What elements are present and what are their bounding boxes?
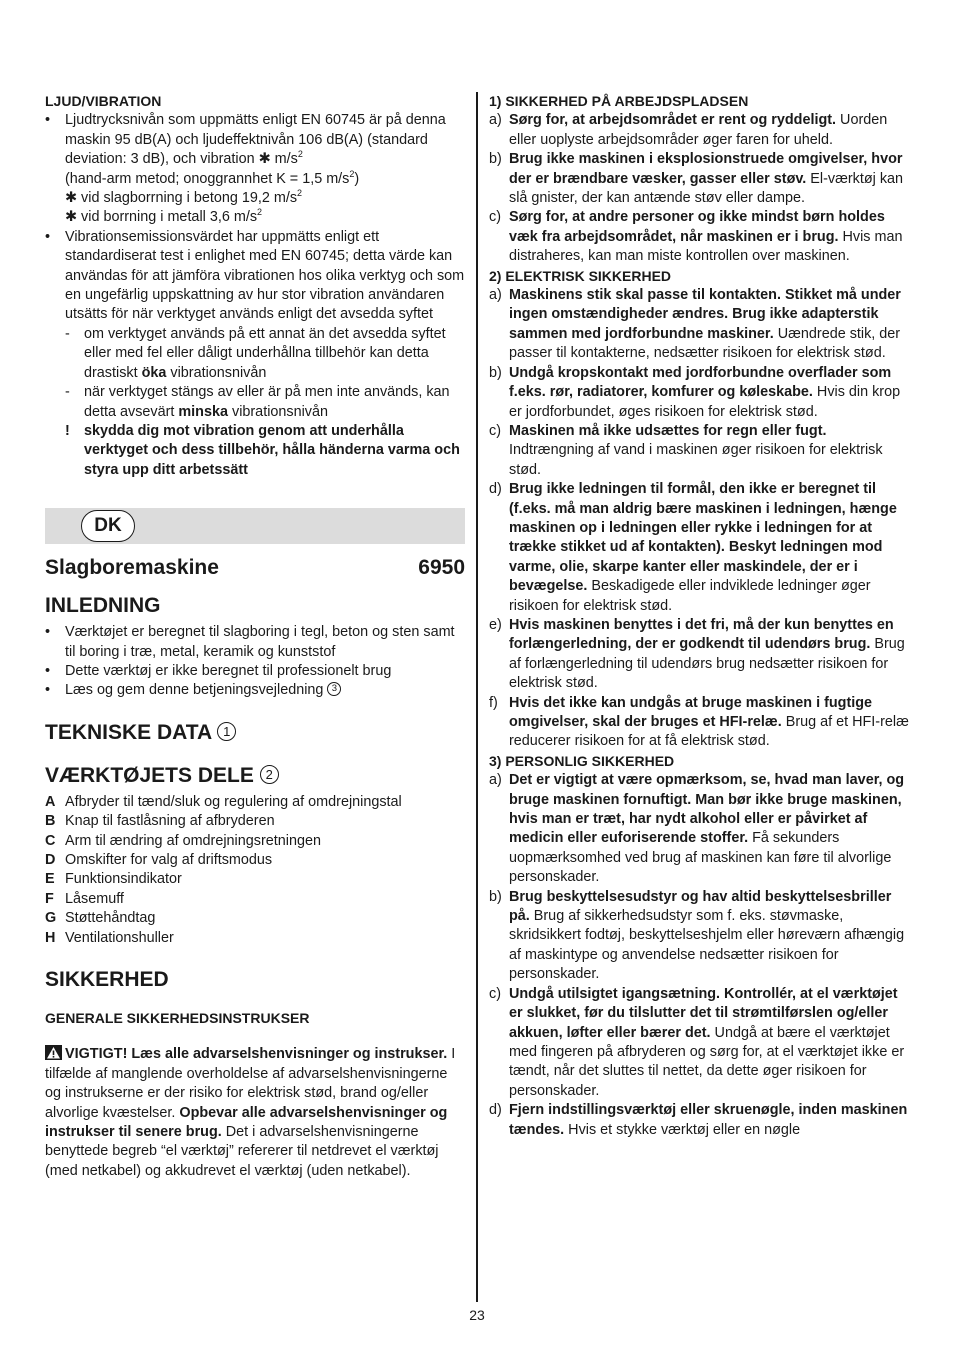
parts-item	[45, 890, 465, 909]
safety-item	[489, 616, 911, 694]
column-divider	[476, 92, 478, 1302]
item-label: c)	[489, 422, 501, 439]
figure-ref-1: 1	[217, 722, 236, 741]
list-item: • Læs og gem denne betjeningsvejledning 3	[45, 681, 465, 700]
item-explanation: Brug af sikkerhedsudstyr som f. eks. støvmaske, skridsikkert fodtøj, beskyttelseshjelm eller høreværn afhængig af maskintype og anvendelse nedsætter risikoen for personskader.	[509, 908, 905, 983]
right-column	[489, 92, 911, 1140]
parts-key: D	[45, 851, 56, 868]
item-explanation: Brug af forlængerledning til udendørs brug nedsætter risikoen for elektrisk stød.	[509, 636, 905, 692]
parts-item	[45, 909, 465, 928]
parts-item	[45, 812, 465, 831]
safety-item	[489, 888, 911, 985]
parts-key: C	[45, 832, 56, 849]
ljud-warning-note: ! skydda dig mot vibration genom att underhålla verktyget och dess tillbehör, hålla händerna varma och styra upp ditt arbetssätt	[45, 422, 465, 480]
parts-list	[45, 793, 465, 948]
asterisk-icon: ✱	[65, 209, 78, 226]
ljud-dash-2: - när verktyget stängs av eller är på men inte används, kan detta avsevärt minska vibrationsnivån	[45, 383, 465, 422]
figure-ref-2: 2	[260, 765, 279, 784]
item-instruction: Brug beskyttelsesudstyr og hav altid beskyttelsesbriller på.	[509, 888, 892, 925]
asterisk-icon: ✱	[65, 190, 78, 207]
parts-label: Arm til ændring af omdrejningsretningen	[65, 832, 321, 849]
asterisk-icon: ✱	[258, 151, 271, 168]
parts-item	[45, 929, 465, 948]
item-explanation: Få sekunders uopmærksomhed ved brug af maskinen kan føre til alvorlige personskader.	[509, 830, 892, 886]
inledning-list	[45, 623, 465, 701]
safety-item	[489, 694, 911, 752]
parts-label: Ventilationshuller	[65, 929, 174, 946]
item-explanation: Undgå at bære el værktøjet med fingeren på afbryderen og sørg for, at el værktøjet ikke er tændt, når det sluttes til nettet, da dette øger risikoen for personskader.	[509, 1024, 905, 1099]
safety-item	[489, 111, 911, 150]
item-explanation: Hvis et stykke værktøj eller en nøgle	[564, 1121, 801, 1138]
item-label: a)	[489, 287, 502, 304]
parts-item	[45, 851, 465, 870]
section-3-list	[489, 771, 911, 1140]
item-instruction: Sørg for, at arbejdsområdet er rent og ryddeligt.	[509, 112, 837, 129]
item-explanation: Uændrede stik, der passer til kontakterne, nedsætter risikoen for elektrisk stød.	[509, 325, 901, 362]
list-item: • Dette værktøj er ikke beregnet til professionelt brug	[45, 662, 465, 681]
vaerktoejets-dele-heading: VÆRKTØJETS DELE 2	[45, 763, 465, 789]
item-label: b)	[489, 151, 502, 168]
parts-key: G	[45, 910, 57, 927]
parts-item	[45, 870, 465, 889]
warning-triangle-icon	[45, 1045, 62, 1060]
safety-item	[489, 1101, 911, 1140]
section-2-heading: 2) ELEKTRISK SIKKERHED	[489, 267, 672, 284]
item-instruction: Brug ikke maskinen i eksplosionstruede omgivelser, hvor der er brændbare væsker, gasser eller støv.	[509, 151, 903, 187]
parts-label: Omskifter for valg af driftsmodus	[65, 851, 273, 868]
ljud-bullet-2: • Vibrationsemissionsvärdet har uppmätts enligt ett standardiserat test i enlighet med EN 60745; detta värde kan användas för att jämföra vibrationen hos olika verktyg och som en ungefärlig uppskattning av hur stor vibration användaren utsätts för när verktyget används enligt det avsedda syftet	[45, 228, 465, 325]
item-instruction: Hvis maskinen benyttes i det fri, må der kun benyttes en forlængerledning, der er godkendt til udendørs brug.	[509, 616, 894, 653]
item-label: c)	[489, 985, 501, 1002]
product-title	[45, 555, 465, 581]
language-bar	[45, 508, 465, 544]
parts-key: B	[45, 813, 56, 830]
inledning-heading: INLEDNING	[45, 594, 161, 618]
item-label: d)	[489, 1102, 502, 1119]
item-instruction: Hvis det ikke kan undgås at bruge maskinen i fugtige omgivelser, skal der bruges et HFI-relæ.	[509, 694, 873, 730]
parts-item	[45, 793, 465, 812]
section-1-list	[489, 111, 911, 266]
ljud-bullet-1: • Ljudtrycksnivån som uppmätts enligt EN 60745 är på denna maskin 95 dB(A) och ljudeffektnivån 106 dB(A) (standard deviation: 3 dB), och vibration ✱ $m/s^2$ (hand-arm metod; onoggrannhet K = 1,5 $m/s^2$) ✱ vid slagborrning i betong 19,2 $m/s^2$ ✱ vid borrning i metall 3,6 $m/s^2$	[45, 111, 465, 227]
item-explanation: Brug af et HFI-relæ reducerer risikoen for at få elektrisk stød.	[509, 714, 909, 750]
parts-label: Støttehåndtag	[65, 910, 156, 927]
item-explanation: Uorden eller uoplyste arbejdsområder øger faren for uheld.	[509, 112, 888, 148]
safety-item	[489, 422, 911, 480]
parts-label: Funktionsindikator	[65, 871, 182, 888]
item-explanation: Beskadigede eller indviklede ledninger øger risikoen for elektrisk stød.	[509, 578, 871, 614]
section-2-list	[489, 286, 911, 752]
parts-label: Knap til fastlåsning af afbryderen	[65, 813, 275, 830]
safety-item	[489, 771, 911, 887]
parts-key: F	[45, 890, 54, 907]
item-label: d)	[489, 481, 502, 498]
section-3-heading: 3) PERSONLIG SIKKERHED	[489, 752, 675, 769]
left-column	[45, 92, 465, 1181]
parts-label: Afbryder til tænd/sluk og regulering af omdrejningstal	[65, 793, 402, 810]
item-explanation: Indtrængning af vand i maskinen øger risikoen for elektrisk stød.	[509, 442, 883, 478]
section-1-heading: 1) SIKKERHED PÅ ARBEJDSPLADSEN	[489, 93, 749, 109]
parts-label: Låsemuff	[65, 890, 124, 907]
item-label: b)	[489, 888, 502, 905]
product-number: 6950	[418, 556, 465, 580]
item-instruction: Brug ikke ledningen til formål, den ikke er beregnet til (f.eks. må man aldrig bære maskinen i ledningen, hænge maskinen op i ledningen eller rykke i ledningen for at trække stikket ud af kontakten). Beskyt ledningen mod varme, olie, skarpe kanter eller maskindele, der er i bevægelse.	[509, 481, 897, 595]
sikkerhed-heading: SIKKERHED	[45, 968, 169, 991]
item-label: f)	[489, 694, 498, 711]
item-instruction: Undgå utilsigtet igangsætning. Kontrollér, at el værktøjet er slukket, før du tilslutter det til strømtilførslen og/eller akkuen, løfter eller bærer det.	[509, 985, 898, 1041]
item-explanation: El-værktøj kan slå gnister, der kan antænde støv eller dampe.	[509, 170, 904, 207]
list-item: • Værktøjet er beregnet til slagboring i tegl, beton og sten samt til boring i træ, metal, keramik og kunststof	[45, 623, 465, 662]
safety-item	[489, 364, 911, 422]
ljud-heading: LJUD/VIBRATION	[45, 93, 162, 109]
item-label: c)	[489, 209, 501, 226]
safety-item	[489, 208, 911, 266]
page-number: 23	[469, 1307, 485, 1323]
parts-item	[45, 832, 465, 851]
safety-item	[489, 150, 911, 208]
item-instruction: Sørg for, at andre personer og ikke mindst børn holdes væk fra arbejdsområdet, når maskinen er i brug.	[509, 209, 885, 245]
parts-key: A	[45, 793, 56, 810]
item-instruction: Det er vigtigt at være opmærksom, se, hvad man laver, og bruge maskinen fornuftigt. Man bør ikke bruge maskinen, hvis man er træt, har nydt alkohol eller er påvirket af medicin eller euforiserende stoffer.	[509, 772, 905, 847]
parts-key: H	[45, 929, 56, 946]
generale-heading: GENERALE SIKKERHEDSINSTRUKSER	[45, 1010, 310, 1026]
item-instruction: Maskinen må ikke udsættes for regn eller fugt.	[509, 422, 827, 439]
tekniske-data-heading: TEKNISKE DATA 1	[45, 720, 465, 746]
item-explanation: Hvis din krop er jordforbundet, øges risikoen for elektrisk stød.	[509, 384, 901, 420]
item-label: e)	[489, 616, 502, 633]
figure-ref-3: 3	[327, 682, 341, 696]
item-instruction: Maskinens stik skal passe til kontakten. Stikket må under ingen omstændigheder ændres. Brug ikke adapterstik sammen med jordforbundne maskiner.	[509, 287, 901, 342]
product-name: Slagboremaskine	[45, 556, 219, 580]
warning-paragraph: VIGTIGT! Læs alle advarselshenvisninger og instrukser. I tilfælde af manglende overholdelse af advarselshenvisningerne og instrukserne er der risiko for elektrisk stød, brand og/eller alvorlige kvæstelser. Opbevar alle advarselshenvisninger og instrukser til senere brug. Det i advarselshenvisningerne benyttede begreb “el værktøj” refererer til netdrevet el værktøj (med netkabel) og akkudrevet el værktøj (uden netkabel).	[45, 1046, 456, 1179]
item-instruction: Fjern indstillingsværktøj eller skruenøgle, inden maskinen tændes.	[509, 1102, 908, 1138]
safety-item	[489, 480, 911, 616]
item-explanation: Hvis man distraheres, kan man miste kontrollen over maskinen.	[509, 228, 903, 265]
item-label: b)	[489, 364, 502, 381]
language-badge: DK	[81, 510, 135, 542]
parts-key: E	[45, 871, 55, 888]
item-label: a)	[489, 112, 502, 129]
item-label: a)	[489, 772, 502, 789]
item-instruction: Undgå kropskontakt med jordforbundne overflader som f.eks. rør, radiatorer, komfurer og køleskabe.	[509, 364, 892, 401]
ljud-dash-1: - om verktyget används på ett annat än det avsedda syftet eller med fel eller dåligt underhållna tillbehör kan detta drastiskt öka vibrationsnivån	[45, 325, 465, 383]
safety-item	[489, 985, 911, 1101]
safety-item	[489, 286, 911, 364]
